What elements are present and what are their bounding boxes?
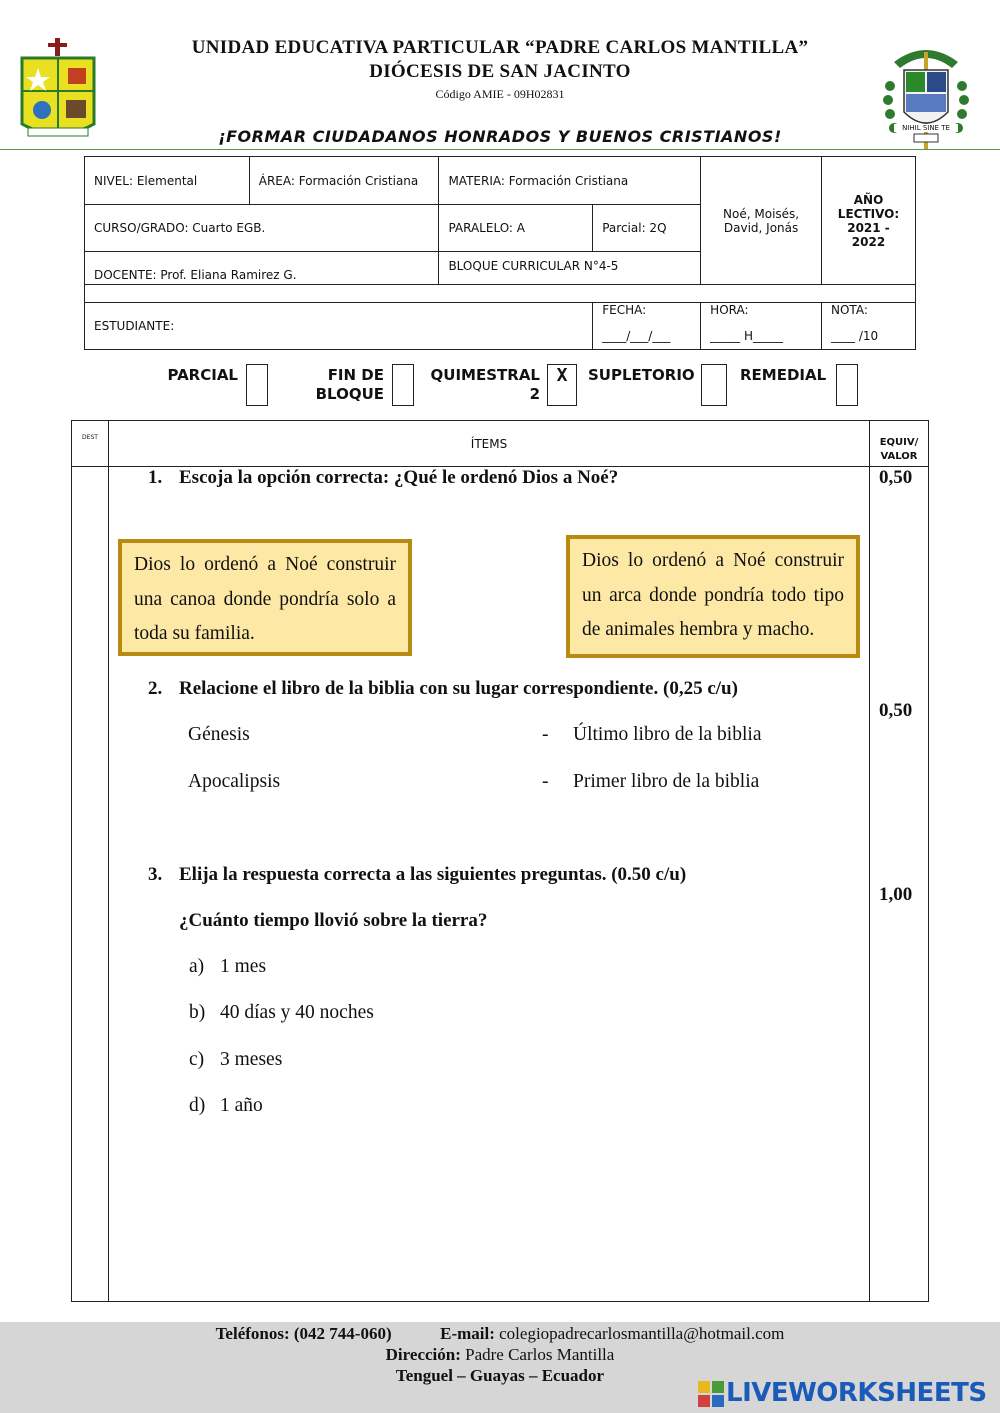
- footer-address: Padre Carlos Mantilla: [465, 1345, 615, 1364]
- q3-option-letter: c): [189, 1049, 205, 1070]
- q2-place-last[interactable]: Último libro de la biblia: [573, 724, 762, 745]
- q2-dash: -: [542, 771, 549, 792]
- exam-type-checkbox-parcial[interactable]: [246, 364, 268, 406]
- q1-number: 1.: [148, 467, 163, 488]
- school-motto: ¡FORMAR CIUDADANOS HONRADOS Y BUENOS CRISTIANOS!: [218, 127, 782, 146]
- q2-value: 0,50: [879, 700, 913, 721]
- exam-type-checkbox-fin-de-bloque[interactable]: [392, 364, 414, 406]
- area-cell: ÁREA: Formación Cristiana: [249, 157, 439, 205]
- q3-text: Elija la respuesta correcta a las siguientes preguntas. (0.50 c/u): [179, 864, 687, 885]
- student-cell[interactable]: ESTUDIANTE:: [85, 303, 593, 350]
- seal-motto: NIHIL SINE TE: [894, 124, 958, 132]
- curso-cell: CURSO/GRADO: Cuarto EGB.: [85, 205, 439, 252]
- school-name: UNIDAD EDUCATIVA PARTICULAR “PADRE CARLOS MANTILLA”: [191, 37, 809, 58]
- paralelo-cell: PARALELO: A: [439, 205, 593, 252]
- equiv-column-rule: [869, 420, 870, 1302]
- materia-cell: MATERIA: Formación Cristiana: [439, 157, 701, 205]
- exam-type-checkbox-quimestral[interactable]: X: [547, 364, 577, 406]
- q1-text: Escoja la opción correcta: ¿Qué le ordenó Dios a Noé?: [179, 467, 619, 488]
- q3-number: 3.: [148, 864, 163, 885]
- docente-cell: DOCENTE: Prof. Eliana Ramirez G.: [85, 252, 439, 285]
- bloque-cell: BLOQUE CURRICULAR N°4-5: [439, 252, 701, 285]
- q2-dash: -: [542, 724, 549, 745]
- footer-email-label: E-mail:: [440, 1324, 495, 1343]
- items-header: ÍTEMS: [470, 437, 508, 451]
- footer-email[interactable]: colegiopadrecarlosmantilla@hotmail.com: [499, 1324, 785, 1343]
- footer-address-label: Dirección:: [385, 1345, 461, 1364]
- amie-code: Código AMIE - 09H02831: [435, 87, 565, 101]
- grade-label: NOTA:: [831, 303, 868, 317]
- date-blank[interactable]: ____/___/___: [602, 329, 671, 343]
- q2-number: 2.: [148, 678, 163, 699]
- q1-option-canoa[interactable]: Dios lo ordenó a Noé construir una canoa donde pondría solo a toda su familia.: [118, 539, 412, 656]
- footer-contact-line: [0, 1324, 1000, 1344]
- exam-type-label-supletorio: SUPLETORIO: [588, 366, 695, 384]
- nivel-cell: NIVEL: Elemental: [85, 157, 250, 205]
- spacer-row: [85, 285, 916, 303]
- exam-type-label-quimestral: QUIMESTRAL 2: [430, 366, 540, 403]
- dest-header: DEST: [82, 434, 98, 441]
- q3-option-letter: a): [189, 956, 205, 977]
- q3-option-a[interactable]: 1 mes: [220, 956, 267, 977]
- exam-type-checkbox-supletorio[interactable]: [701, 364, 727, 406]
- time-blank[interactable]: _____ H_____: [710, 329, 784, 343]
- date-label: FECHA:: [602, 303, 647, 317]
- diocese-name: DIÓCESIS DE SAN JACINTO: [369, 61, 631, 82]
- q1-value: 0,50: [879, 467, 913, 488]
- liveworksheets-icon: [698, 1381, 724, 1407]
- exam-type-label-fin-de-bloque: FIN DE BLOQUE: [315, 366, 384, 403]
- q3-option-c[interactable]: 3 meses: [220, 1049, 283, 1070]
- liveworksheets-logo: [698, 1378, 996, 1410]
- parcial-cell: Parcial: 2Q: [593, 205, 701, 252]
- grade-blank[interactable]: ____ /10: [831, 329, 879, 343]
- footer-place: Tenguel – Guayas – Ecuador: [395, 1366, 605, 1385]
- q3-subquestion: ¿Cuánto tiempo llovió sobre la tierra?: [179, 910, 488, 931]
- q3-option-letter: b): [189, 1002, 206, 1023]
- date-cell[interactable]: [593, 303, 701, 350]
- q3-value: 1,00: [879, 884, 913, 905]
- exam-type-label-parcial: PARCIAL: [167, 366, 238, 384]
- q3-option-b[interactable]: 40 días y 40 noches: [220, 1002, 374, 1023]
- q2-book-genesis[interactable]: Génesis: [188, 724, 250, 745]
- q3-option-d[interactable]: 1 año: [220, 1095, 263, 1116]
- school-year-cell: AÑO LECTIVO: 2021 - 2022: [822, 157, 916, 285]
- equiv-header: EQUIV/ VALOR: [879, 437, 919, 462]
- q2-text: Relacione el libro de la biblia con su lugar correspondiente. (0,25 c/u): [179, 678, 738, 699]
- footer-phone: Teléfonos: (042 744-060): [215, 1324, 392, 1343]
- q1-option-arca[interactable]: Dios lo ordenó a Noé construir un arca donde pondría todo tipo de animales hembra y macho.: [566, 535, 860, 658]
- footer-address-line: [0, 1345, 1000, 1365]
- q2-place-first[interactable]: Primer libro de la biblia: [573, 771, 760, 792]
- dest-column-rule: [108, 420, 109, 1302]
- topics-cell: Noé, Moisés, David, Jonás: [701, 157, 822, 285]
- student-info-table: [84, 156, 916, 350]
- q3-option-letter: d): [189, 1095, 206, 1116]
- q2-book-apocalipsis[interactable]: Apocalipsis: [188, 771, 281, 792]
- exam-type-checkbox-remedial[interactable]: [836, 364, 858, 406]
- time-cell[interactable]: [701, 303, 822, 350]
- time-label: HORA:: [710, 303, 749, 317]
- exam-type-label-remedial: REMEDIAL: [740, 366, 827, 384]
- grade-cell[interactable]: [822, 303, 916, 350]
- liveworksheets-wordmark: LIVEWORKSHEETS: [726, 1378, 987, 1408]
- header-rule: [0, 149, 1000, 150]
